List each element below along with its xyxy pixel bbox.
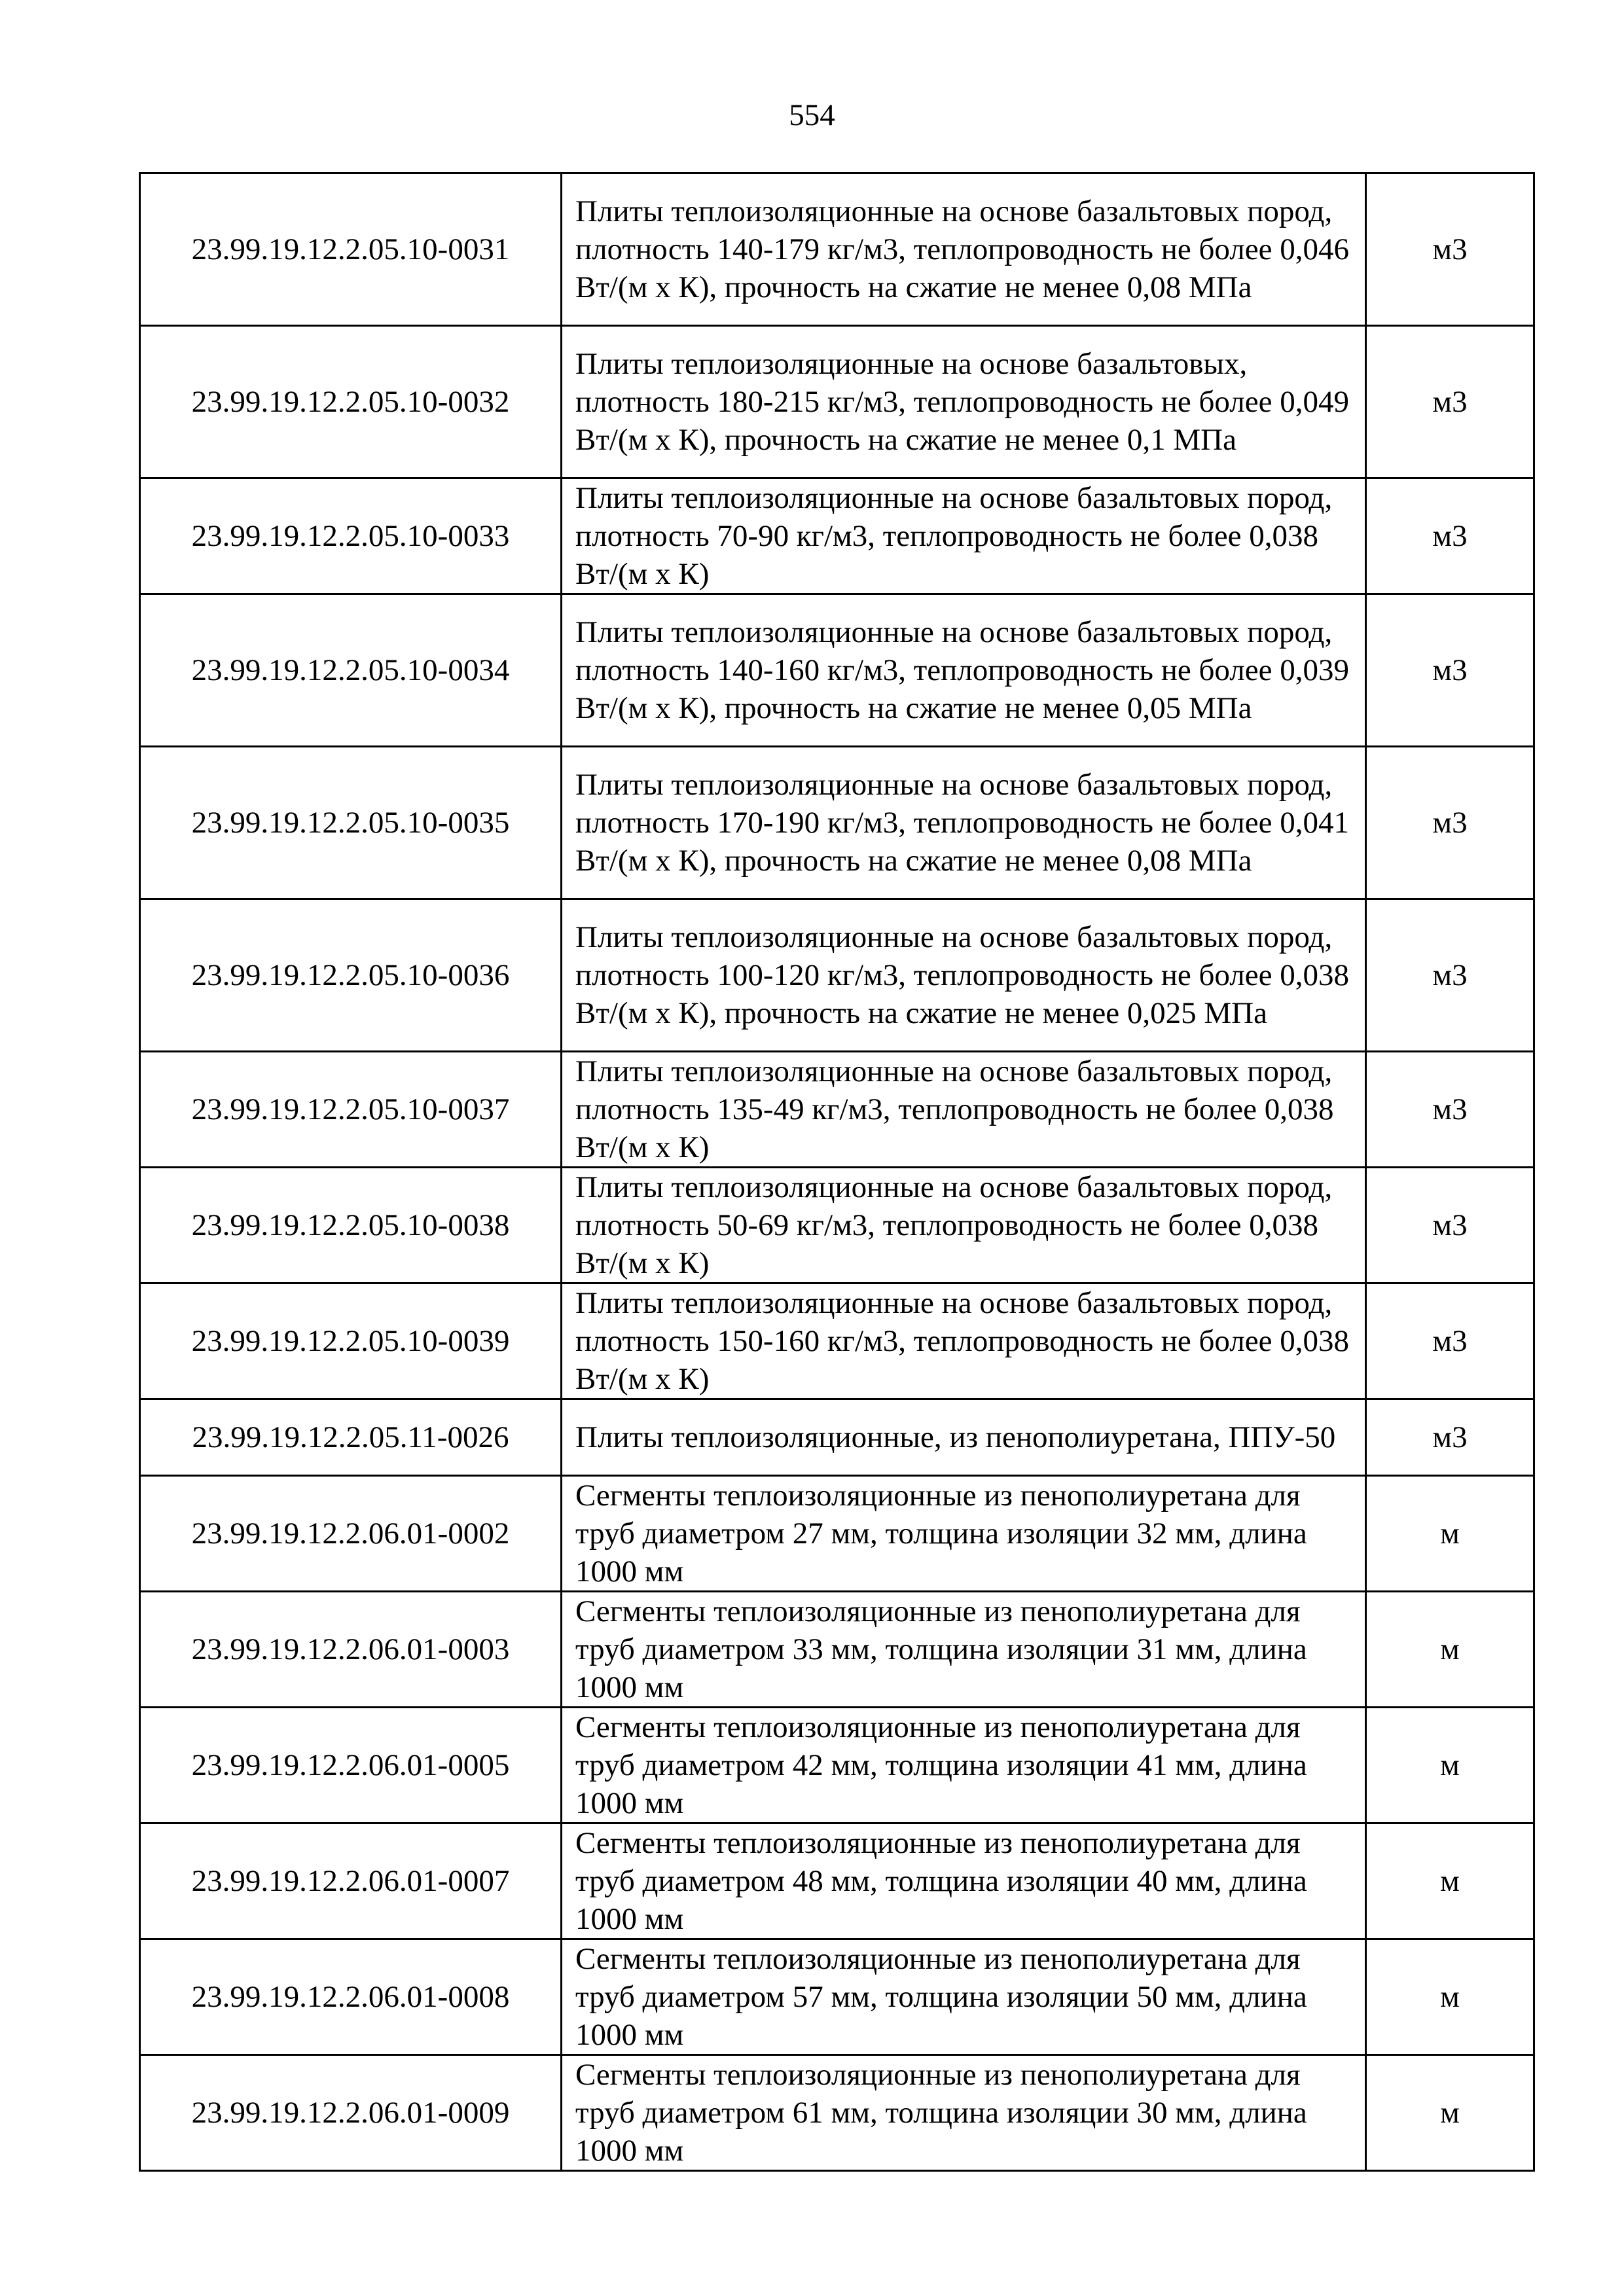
resource-unit: м3	[1366, 1283, 1534, 1399]
resource-unit: м3	[1366, 899, 1534, 1052]
resource-code: 23.99.19.12.2.05.10-0032	[140, 326, 562, 478]
resource-description: Плиты теплоизоляционные, из пенополиуретана, ППУ-50	[562, 1399, 1366, 1476]
resource-table	[139, 172, 1535, 2172]
resource-description: Плиты теплоизоляционные на основе базальтовых пород, плотность 150-160 кг/м3, теплопроводность не более 0,038 Вт/(м х К)	[562, 1283, 1366, 1399]
resource-description: Плиты теплоизоляционные на основе базальтовых пород, плотность 135-49 кг/м3, теплопроводность не более 0,038 Вт/(м х К)	[562, 1052, 1366, 1168]
table-row	[140, 1476, 1534, 1592]
resource-description: Сегменты теплоизоляционные из пенополиуретана для труб диаметром 33 мм, толщина изоляции 31 мм, длина 1000 мм	[562, 1592, 1366, 1708]
resource-description: Плиты теплоизоляционные на основе базальтовых, плотность 180-215 кг/м3, теплопроводность не более 0,049 Вт/(м х К), прочность на сжатие не менее 0,1 МПа	[562, 326, 1366, 478]
resource-unit: м3	[1366, 1399, 1534, 1476]
resource-description: Плиты теплоизоляционные на основе базальтовых пород, плотность 170-190 кг/м3, теплопроводность не более 0,041 Вт/(м х К), прочность на сжатие не менее 0,08 МПа	[562, 747, 1366, 899]
resource-description: Сегменты теплоизоляционные из пенополиуретана для труб диаметром 48 мм, толщина изоляции 40 мм, длина 1000 мм	[562, 1823, 1366, 1939]
table-row	[140, 1592, 1534, 1708]
resource-description: Плиты теплоизоляционные на основе базальтовых пород, плотность 50-69 кг/м3, теплопроводность не более 0,038 Вт/(м х К)	[562, 1168, 1366, 1283]
table-row	[140, 1939, 1534, 2055]
resource-code: 23.99.19.12.2.05.10-0033	[140, 478, 562, 594]
resource-code: 23.99.19.12.2.06.01-0005	[140, 1708, 562, 1823]
resource-code: 23.99.19.12.2.06.01-0009	[140, 2055, 562, 2171]
resource-description: Плиты теплоизоляционные на основе базальтовых пород, плотность 70-90 кг/м3, теплопроводность не более 0,038 Вт/(м х К)	[562, 478, 1366, 594]
resource-unit: м	[1366, 1476, 1534, 1592]
table-row	[140, 1168, 1534, 1283]
table-row	[140, 173, 1534, 326]
resource-description: Сегменты теплоизоляционные из пенополиуретана для труб диаметром 27 мм, толщина изоляции 32 мм, длина 1000 мм	[562, 1476, 1366, 1592]
resource-unit: м3	[1366, 1052, 1534, 1168]
table-row	[140, 478, 1534, 594]
table-row	[140, 1708, 1534, 1823]
table-row	[140, 899, 1534, 1052]
resource-unit: м3	[1366, 594, 1534, 747]
resource-unit: м3	[1366, 173, 1534, 326]
table-row	[140, 1823, 1534, 1939]
page-number: 554	[789, 98, 835, 132]
resource-unit: м3	[1366, 747, 1534, 899]
resource-code: 23.99.19.12.2.05.10-0034	[140, 594, 562, 747]
resource-code: 23.99.19.12.2.06.01-0008	[140, 1939, 562, 2055]
resource-unit: м3	[1366, 326, 1534, 478]
resource-code: 23.99.19.12.2.05.10-0031	[140, 173, 562, 326]
resource-code: 23.99.19.12.2.06.01-0007	[140, 1823, 562, 1939]
resource-code: 23.99.19.12.2.06.01-0003	[140, 1592, 562, 1708]
resource-description: Сегменты теплоизоляционные из пенополиуретана для труб диаметром 42 мм, толщина изоляции 41 мм, длина 1000 мм	[562, 1708, 1366, 1823]
resource-code: 23.99.19.12.2.05.11-0026	[140, 1399, 562, 1476]
table-row	[140, 1283, 1534, 1399]
resource-unit: м	[1366, 1939, 1534, 2055]
resource-description: Сегменты теплоизоляционные из пенополиуретана для труб диаметром 61 мм, толщина изоляции 30 мм, длина 1000 мм	[562, 2055, 1366, 2171]
table-row	[140, 326, 1534, 478]
resource-description: Сегменты теплоизоляционные из пенополиуретана для труб диаметром 57 мм, толщина изоляции 50 мм, длина 1000 мм	[562, 1939, 1366, 2055]
resource-unit: м	[1366, 1592, 1534, 1708]
table-row	[140, 1052, 1534, 1168]
table-row	[140, 747, 1534, 899]
resource-description: Плиты теплоизоляционные на основе базальтовых пород, плотность 140-160 кг/м3, теплопроводность не более 0,039 Вт/(м х К), прочность на сжатие не менее 0,05 МПа	[562, 594, 1366, 747]
table-row	[140, 594, 1534, 747]
resource-unit: м	[1366, 1823, 1534, 1939]
resource-unit: м3	[1366, 478, 1534, 594]
resource-unit: м3	[1366, 1168, 1534, 1283]
resource-unit: м	[1366, 1708, 1534, 1823]
resource-description: Плиты теплоизоляционные на основе базальтовых пород, плотность 140-179 кг/м3, теплопроводность не более 0,046 Вт/(м х К), прочность на сжатие не менее 0,08 МПа	[562, 173, 1366, 326]
resource-code: 23.99.19.12.2.05.10-0039	[140, 1283, 562, 1399]
resource-table-body	[140, 173, 1534, 2171]
resource-code: 23.99.19.12.2.06.01-0002	[140, 1476, 562, 1592]
resource-description: Плиты теплоизоляционные на основе базальтовых пород, плотность 100-120 кг/м3, теплопроводность не более 0,038 Вт/(м х К), прочность на сжатие не менее 0,025 МПа	[562, 899, 1366, 1052]
table-row	[140, 1399, 1534, 1476]
resource-code: 23.99.19.12.2.05.10-0038	[140, 1168, 562, 1283]
resource-code: 23.99.19.12.2.05.10-0037	[140, 1052, 562, 1168]
table-row	[140, 2055, 1534, 2171]
resource-code: 23.99.19.12.2.05.10-0035	[140, 747, 562, 899]
resource-code: 23.99.19.12.2.05.10-0036	[140, 899, 562, 1052]
resource-unit: м	[1366, 2055, 1534, 2171]
